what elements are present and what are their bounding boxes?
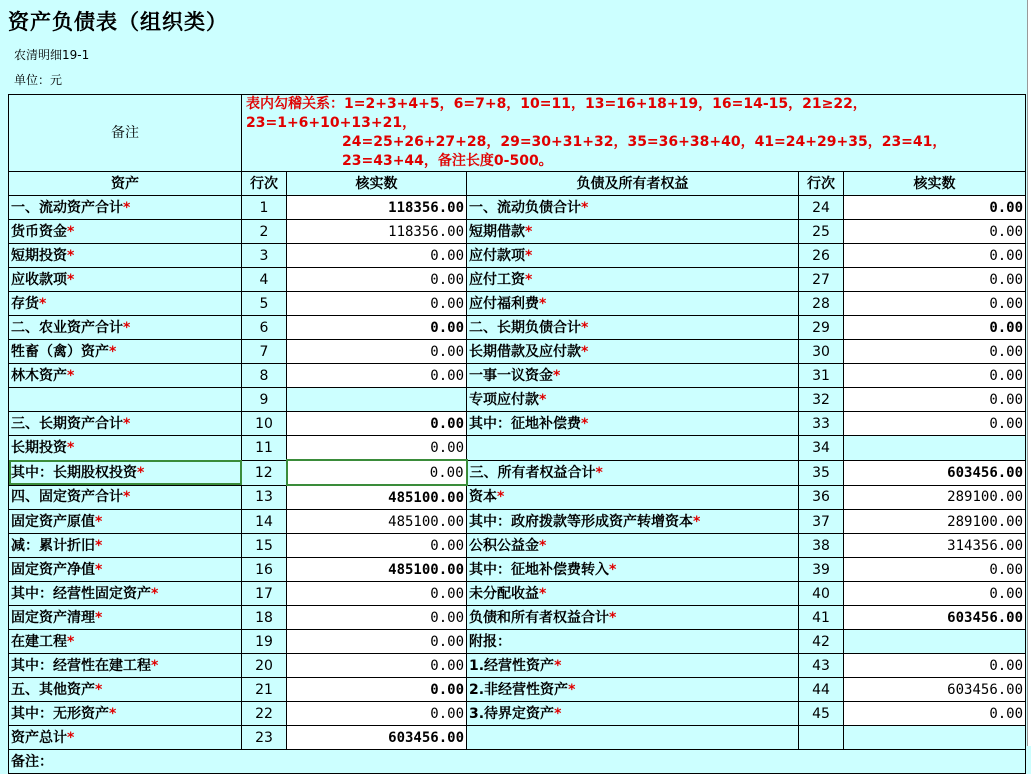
right-row-number: 35 [799,460,844,485]
left-item-label [9,630,242,654]
right-row-number: 29 [799,316,844,340]
right-row-number: 24 [799,196,844,220]
left-item-label [9,220,242,244]
right-item-label [467,558,799,582]
left-item-label [9,388,242,412]
left-item-label [9,460,242,485]
right-item-label [467,654,799,678]
left-item-label [9,534,242,558]
right-item-text: 短期借款 [469,223,525,240]
left-item-text: 其中：经营性在建工程 [11,657,151,674]
left-row-number: 4 [242,268,287,292]
right-value-cell[interactable]: 0.00 [844,388,1026,412]
left-value-cell[interactable]: 0.00 [287,364,467,388]
right-row-number: 34 [799,436,844,461]
right-value-cell[interactable]: 289100.00 [844,485,1026,510]
right-item-text: 二、长期负债合计 [469,319,581,336]
table-row [9,292,1026,316]
right-item-label [467,196,799,220]
left-row-number: 13 [242,485,287,510]
right-item-label [467,702,799,726]
header-row-no: 行次 [242,172,287,196]
table-row [9,510,1026,534]
header-value: 核实数 [287,172,467,196]
right-value-cell[interactable]: 603456.00 [844,606,1026,630]
right-item-label [467,436,799,461]
required-asterisk: * [109,343,117,360]
table-row [9,630,1026,654]
right-item-text: 长期借款及应付款 [469,343,581,360]
right-value-cell [844,436,1026,461]
note-label-cell: 备注 [9,95,242,172]
right-row-number: 30 [799,340,844,364]
right-item-label [467,340,799,364]
required-asterisk: * [568,681,576,698]
table-row [9,678,1026,702]
right-row-number: 42 [799,630,844,654]
right-item-label [467,678,799,702]
left-row-number: 12 [242,460,287,485]
required-asterisk: * [39,295,47,312]
left-item-text: 牲畜（禽）资产 [11,343,109,360]
right-value-cell[interactable]: 0.00 [844,196,1026,220]
left-item-label [9,436,242,461]
left-item-label [9,316,242,340]
left-row-number: 9 [242,388,287,412]
left-row-number: 5 [242,292,287,316]
required-asterisk: * [525,247,533,264]
right-row-number: 38 [799,534,844,558]
right-row-number: 36 [799,485,844,510]
table-row [9,558,1026,582]
table-row [9,436,1026,461]
right-item-label [467,316,799,340]
table-row [9,316,1026,340]
left-item-label [9,412,242,436]
right-item-label [467,582,799,606]
left-value-cell[interactable]: 118356.00 [287,196,467,220]
right-item-text: 资本 [469,489,497,506]
required-asterisk: * [693,513,701,530]
left-item-label [9,364,242,388]
left-value-cell[interactable]: 0.00 [287,606,467,630]
header-liabilities: 负债及所有者权益 [467,172,799,196]
right-value-cell[interactable]: 0.00 [844,654,1026,678]
right-value-cell[interactable]: 0.00 [844,364,1026,388]
right-row-number: 37 [799,510,844,534]
left-item-text: 固定资产原值 [11,513,95,530]
right-value-cell[interactable]: 0.00 [844,268,1026,292]
left-row-number: 18 [242,606,287,630]
left-value-cell[interactable]: 118356.00 [287,220,467,244]
right-value-cell[interactable]: 0.00 [844,292,1026,316]
left-item-label [9,582,242,606]
left-row-number: 20 [242,654,287,678]
table-row [9,364,1026,388]
left-item-label [9,678,242,702]
right-value-cell[interactable]: 0.00 [844,582,1026,606]
right-item-label [467,485,799,510]
left-value-cell[interactable]: 0.00 [287,630,467,654]
right-row-number: 40 [799,582,844,606]
right-item-label [467,388,799,412]
left-item-text: 在建工程 [11,633,67,650]
vertical-scrollbar[interactable] [1027,0,1031,746]
required-asterisk: * [609,561,617,578]
required-asterisk: * [525,271,533,288]
balance-sheet-table [8,94,1026,774]
right-value-cell[interactable]: 0.00 [844,244,1026,268]
left-value-cell[interactable]: 0.00 [287,268,467,292]
table-row [9,654,1026,678]
required-asterisk: * [539,585,547,602]
left-value-cell[interactable]: 0.00 [287,534,467,558]
left-value-cell[interactable]: 0.00 [287,436,467,461]
left-value-cell[interactable]: 0.00 [287,244,467,268]
left-row-number: 6 [242,316,287,340]
footer-row [9,750,1026,774]
required-asterisk: * [581,319,589,336]
right-item-text: 2.非经营性资产 [469,681,569,698]
left-value-cell[interactable]: 485100.00 [287,558,467,582]
left-row-number: 22 [242,702,287,726]
left-value-cell [287,388,467,412]
right-item-text: 应付款项 [469,247,525,264]
table-row [9,534,1026,558]
required-asterisk: * [539,295,547,312]
table-row [9,196,1026,220]
left-value-cell[interactable]: 0.00 [287,678,467,702]
right-value-cell[interactable]: 314356.00 [844,534,1026,558]
left-item-text: 其中：长期股权投资 [11,464,137,481]
left-item-text: 短期投资 [11,247,67,264]
validation-rules-line1: 表内勾稽关系：1=2+3+4+5，6=7+8，10=11，13=16+18+19，16=14-15，21≥22，23=1+6+10+13+21， [246,96,867,131]
left-item-label [9,702,242,726]
required-asterisk: * [137,464,145,481]
left-item-label [9,268,242,292]
left-row-number: 11 [242,436,287,461]
right-item-label [467,220,799,244]
right-item-label [467,268,799,292]
left-item-text: 五、其他资产 [11,681,95,698]
left-value-cell[interactable]: 603456.00 [287,726,467,750]
left-value-cell[interactable]: 485100.00 [287,485,467,510]
required-asterisk: * [95,609,103,626]
right-item-text: 3.待界定资产 [469,705,555,722]
unit-label: 单位：元 [14,73,63,87]
required-asterisk: * [581,199,589,216]
table-row [9,460,1026,485]
right-value-cell [844,630,1026,654]
left-item-text: 存货 [11,295,39,312]
left-item-text: 应收款项 [11,271,67,288]
required-asterisk: * [95,513,103,530]
left-value-cell[interactable]: 0.00 [287,460,467,485]
left-item-label [9,510,242,534]
right-item-text: 其中：征地补偿费 [469,415,581,432]
footer-note-label: 备注： [9,750,1026,774]
page-title: 资产负债表（组织类） [8,9,228,34]
required-asterisk: * [123,415,131,432]
left-row-number: 1 [242,196,287,220]
left-row-number: 21 [242,678,287,702]
validation-rules-line2: 24=25+26+27+28，29=30+31+32，35=36+38+40，41=24+29+35，23=41，23=43+44，备注长度0-500。 [342,134,947,169]
right-row-number: 28 [799,292,844,316]
left-item-text: 一、流动资产合计 [11,199,123,216]
right-item-text: 其中：征地补偿费转入 [469,561,609,578]
table-row [9,388,1026,412]
left-row-number: 19 [242,630,287,654]
required-asterisk: * [95,561,103,578]
right-item-label [467,510,799,534]
required-asterisk: * [67,439,75,456]
right-item-label [467,534,799,558]
left-item-text: 货币资金 [11,223,67,240]
required-asterisk: * [123,489,131,506]
required-asterisk: * [539,391,547,408]
header-assets: 资产 [9,172,242,196]
left-item-label [9,485,242,510]
required-asterisk: * [554,705,562,722]
right-item-label [467,606,799,630]
left-value-cell[interactable]: 0.00 [287,654,467,678]
left-item-label [9,558,242,582]
header-value-2: 核实数 [844,172,1026,196]
left-row-number: 8 [242,364,287,388]
left-row-number: 23 [242,726,287,750]
right-item-text: 应付工资 [469,271,525,288]
right-item-label [467,244,799,268]
left-value-cell[interactable]: 0.00 [287,292,467,316]
validation-rules [242,95,1026,172]
left-item-text: 资产总计 [11,729,67,746]
left-item-label [9,340,242,364]
left-item-label [9,654,242,678]
required-asterisk: * [595,464,603,481]
right-row-number: 33 [799,412,844,436]
right-row-number: 39 [799,558,844,582]
table-row [9,244,1026,268]
right-item-label [467,412,799,436]
right-row-number: 44 [799,678,844,702]
required-asterisk: * [151,585,159,602]
right-item-label [467,292,799,316]
left-item-text: 二、农业资产合计 [11,319,123,336]
right-item-label [467,460,799,485]
right-row-number: 31 [799,364,844,388]
left-item-text: 长期投资 [11,439,67,456]
left-value-cell[interactable]: 0.00 [287,316,467,340]
right-item-text: 公积公益金 [469,537,539,554]
required-asterisk: * [123,319,131,336]
left-item-label [9,196,242,220]
right-value-cell[interactable]: 0.00 [844,702,1026,726]
required-asterisk: * [67,271,75,288]
required-asterisk: * [554,657,562,674]
required-asterisk: * [151,657,159,674]
required-asterisk: * [553,367,561,384]
right-item-text: 未分配收益 [469,585,539,602]
table-row [9,485,1026,510]
left-item-text: 其中：无形资产 [11,705,109,722]
required-asterisk: * [109,705,117,722]
required-asterisk: * [95,537,103,554]
left-row-number: 10 [242,412,287,436]
right-value-cell[interactable]: 0.00 [844,412,1026,436]
required-asterisk: * [123,199,131,216]
left-item-text: 减：累计折旧 [11,537,95,554]
table-row [9,268,1026,292]
right-row-number: 27 [799,268,844,292]
left-item-text: 三、长期资产合计 [11,415,123,432]
left-row-number: 3 [242,244,287,268]
form-code: 农清明细19-1 [14,48,90,62]
required-asterisk: * [67,367,75,384]
required-asterisk: * [67,247,75,264]
right-item-label [467,364,799,388]
table-row [9,702,1026,726]
left-item-text: 林木资产 [11,367,67,384]
table-row [9,606,1026,630]
table-row [9,412,1026,436]
left-item-text: 固定资产清理 [11,609,95,626]
right-value-cell[interactable]: 0.00 [844,340,1026,364]
left-row-number: 16 [242,558,287,582]
left-row-number: 2 [242,220,287,244]
right-item-text: 一、流动负债合计 [469,199,581,216]
required-asterisk: * [539,537,547,554]
right-item-label [467,630,799,654]
left-value-cell[interactable]: 485100.00 [287,510,467,534]
right-value-cell[interactable]: 0.00 [844,316,1026,340]
left-value-cell[interactable]: 0.00 [287,702,467,726]
left-item-label [9,244,242,268]
header-row-no-2: 行次 [799,172,844,196]
required-asterisk: * [609,609,617,626]
required-asterisk: * [581,343,589,360]
required-asterisk: * [581,415,589,432]
left-value-cell[interactable]: 0.00 [287,412,467,436]
right-row-number: 45 [799,702,844,726]
right-value-cell[interactable]: 0.00 [844,558,1026,582]
left-item-text: 四、固定资产合计 [11,489,123,506]
left-item-label [9,606,242,630]
right-row-number: 25 [799,220,844,244]
left-row-number: 17 [242,582,287,606]
right-row-number: 41 [799,606,844,630]
right-item-text: 专项应付款 [469,391,539,408]
right-row-number: 26 [799,244,844,268]
left-item-text: 其中：经营性固定资产 [11,585,151,602]
table-row [9,220,1026,244]
right-item-text: 一事一议资金 [469,367,553,384]
table-row [9,340,1026,364]
right-row-number: 32 [799,388,844,412]
left-value-cell[interactable]: 0.00 [287,582,467,606]
right-value-cell[interactable]: 603456.00 [844,460,1026,485]
left-item-label [9,292,242,316]
right-item-text: 三、所有者权益合计 [469,464,596,481]
required-asterisk: * [67,729,75,746]
left-row-number: 7 [242,340,287,364]
right-item-text: 应付福利费 [469,295,539,312]
left-row-number: 15 [242,534,287,558]
required-asterisk: * [497,489,505,506]
required-asterisk: * [95,681,103,698]
right-item-text: 其中：政府拨款等形成资产转增资本 [469,513,693,530]
left-row-number: 14 [242,510,287,534]
right-item-text: 1.经营性资产 [469,657,555,674]
table-row [9,582,1026,606]
required-asterisk: * [67,223,75,240]
left-item-text: 固定资产净值 [11,561,95,578]
right-item-text: 负债和所有者权益合计 [469,609,609,626]
required-asterisk: * [67,633,75,650]
right-value-cell[interactable]: 289100.00 [844,510,1026,534]
right-item-text: 附报： [469,633,511,650]
left-value-cell[interactable]: 0.00 [287,340,467,364]
required-asterisk: * [525,223,533,240]
right-value-cell[interactable]: 603456.00 [844,678,1026,702]
right-row-number: 43 [799,654,844,678]
right-value-cell[interactable]: 0.00 [844,220,1026,244]
